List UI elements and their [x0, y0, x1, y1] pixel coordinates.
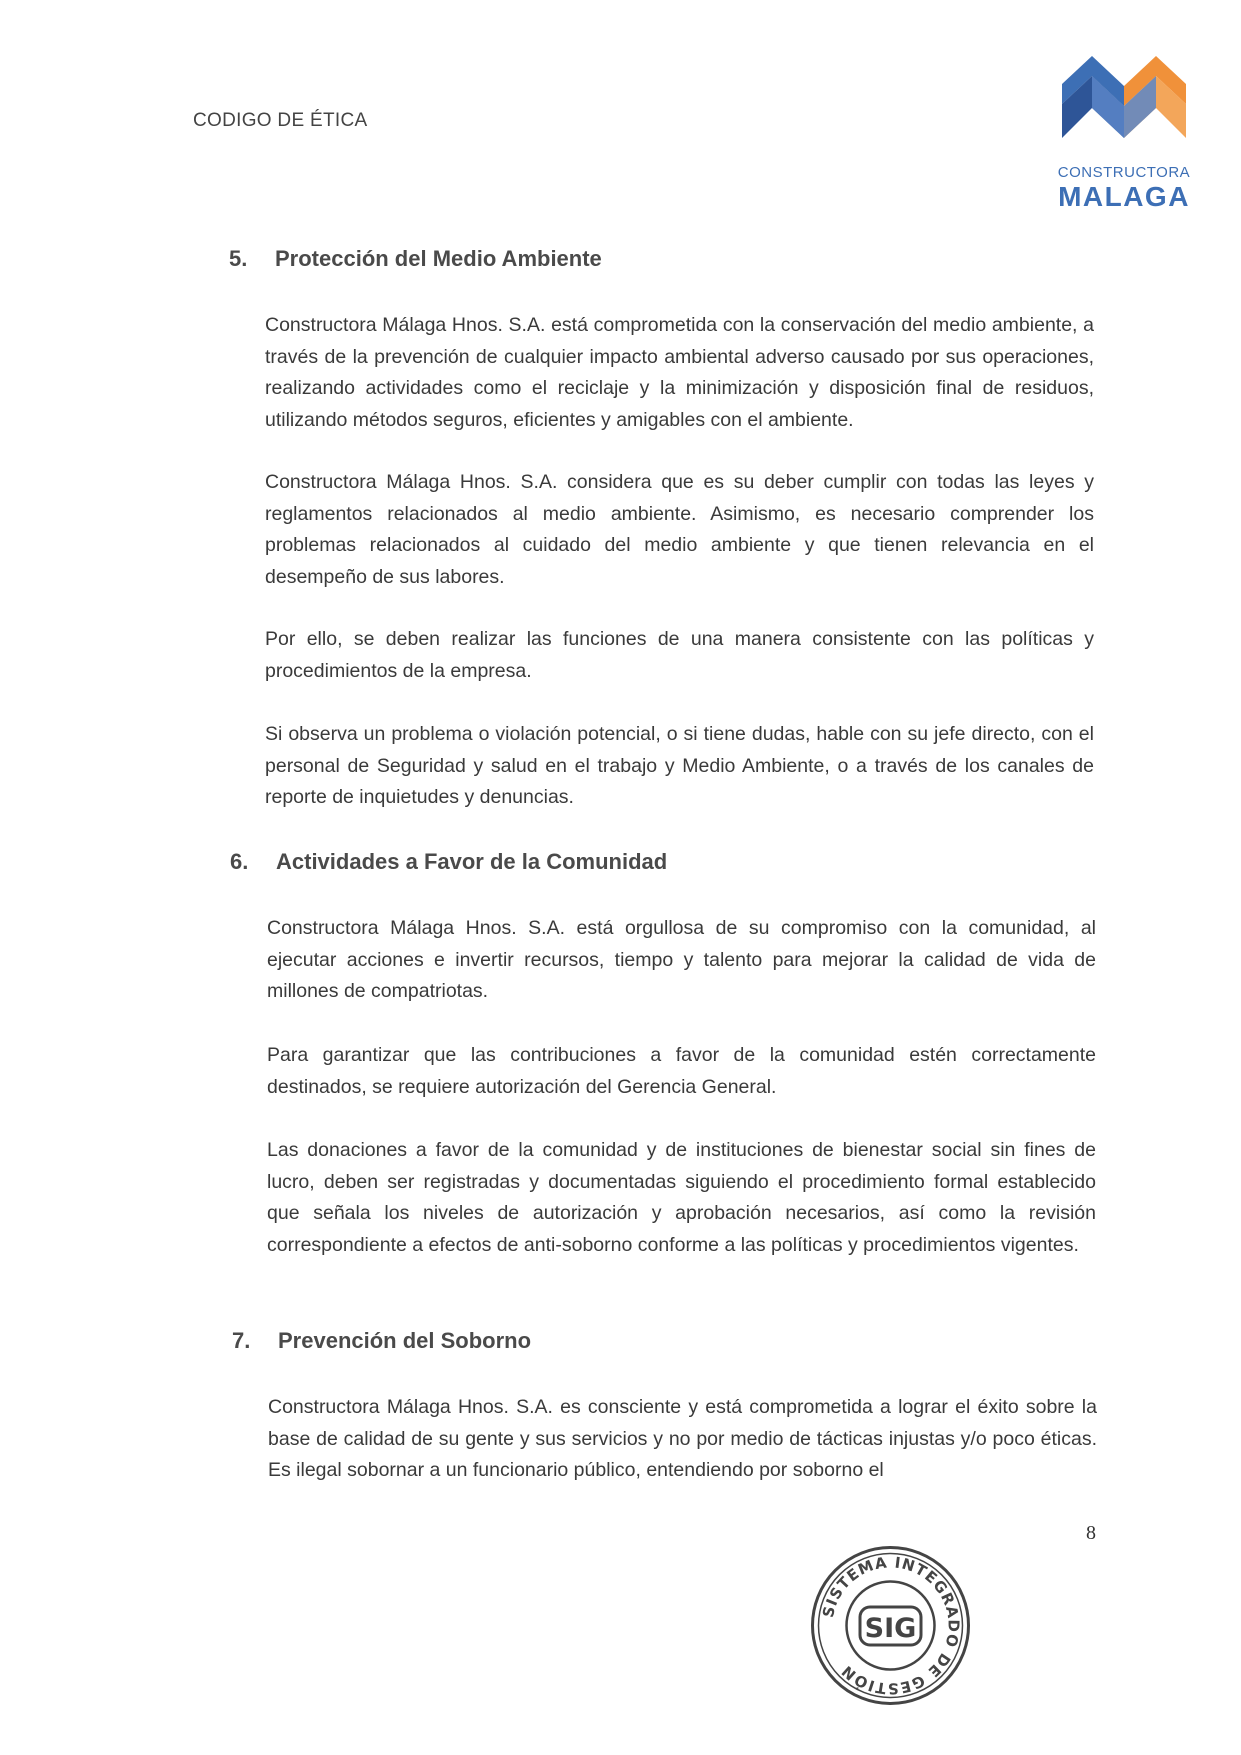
logo-mark-icon [1062, 56, 1186, 158]
paragraph: Constructora Málaga Hnos. S.A. considera que es su deber cumplir con todas las leyes y reglamentos relacionados al medio ambiente. Asimismo, es necesario comprender los problemas relacionados al cuidado del medio ambiente y que tienen relevancia en el desempeño de sus labores. [265, 471, 1094, 588]
paragraph: Constructora Málaga Hnos. S.A. está comprometida con la conservación del medio ambiente, a través de la prevención de cualquier impacto ambiental adverso causado por sus operaciones, realizando actividades como el reciclaje y la minimización y disposición final de residuos, utilizando métodos seguros, eficientes y amigables con el ambiente. [265, 314, 1094, 431]
paragraph: Si observa un problema o violación potencial, o si tiene dudas, hable con su jefe directo, con el personal de Seguridad y salud en el trabajo y Medio Ambiente, o a través de los canales de reporte de inquietudes y denuncias. [265, 723, 1094, 808]
section-title: Prevención del Soborno [278, 1328, 532, 1353]
paragraph: Para garantizar que las contribuciones a favor de la comunidad estén correctamente destinados, se requiere autorización del Gerencia General. [267, 1044, 1096, 1098]
svg-text:SIG: SIG [864, 1613, 917, 1644]
paragraph: Las donaciones a favor de la comunidad y de instituciones de bienestar social sin fines de lucro, deben ser registradas y documentadas siguiendo el procedimiento formal establecido que señala los niveles de autorización y aprobación necesarios, así como la revisión correspondiente a efectos de anti-soborno conforme a las políticas y procedimientos vigentes. [267, 1139, 1096, 1256]
section-number: 6. [230, 849, 249, 874]
seal-stamp-icon [808, 1543, 973, 1708]
svg-text:SISTEMA INTEGRADO DE GESTIÓN: SISTEMA INTEGRADO DE GESTIÓN [819, 1553, 963, 1698]
logo-text-malaga: MALAGA [1058, 181, 1190, 212]
section-title: Actividades a Favor de la Comunidad [276, 849, 668, 874]
section-number: 5. [229, 246, 248, 271]
section-title: Protección del Medio Ambiente [275, 246, 602, 271]
sig-seal-stamp [808, 1543, 973, 1708]
logo-text-constructora: CONSTRUCTORA [1057, 164, 1191, 181]
document-header-title: CODIGO DE ÉTICA [193, 110, 368, 131]
company-logo [1054, 56, 1194, 216]
section-number: 7. [232, 1328, 251, 1353]
paragraph: Constructora Málaga Hnos. S.A. está orgullosa de su compromiso con la comunidad, al ejecutar acciones e invertir recursos, tiempo y talento para mejorar la calidad de vida de millones de compatriotas. [267, 917, 1096, 1002]
page-number: 8 [1086, 1522, 1096, 1544]
paragraph: Por ello, se deben realizar las funciones de una manera consistente con las políticas y procedimientos de la empresa. [265, 628, 1094, 682]
paragraph: Constructora Málaga Hnos. S.A. es consciente y está comprometida a lograr el éxito sobre la base de calidad de su gente y sus servicios y no por medio de tácticas injustas y/o poco éticas. Es ilegal sobornar a un funcionario público, entendiendo por soborno el [268, 1396, 1097, 1481]
